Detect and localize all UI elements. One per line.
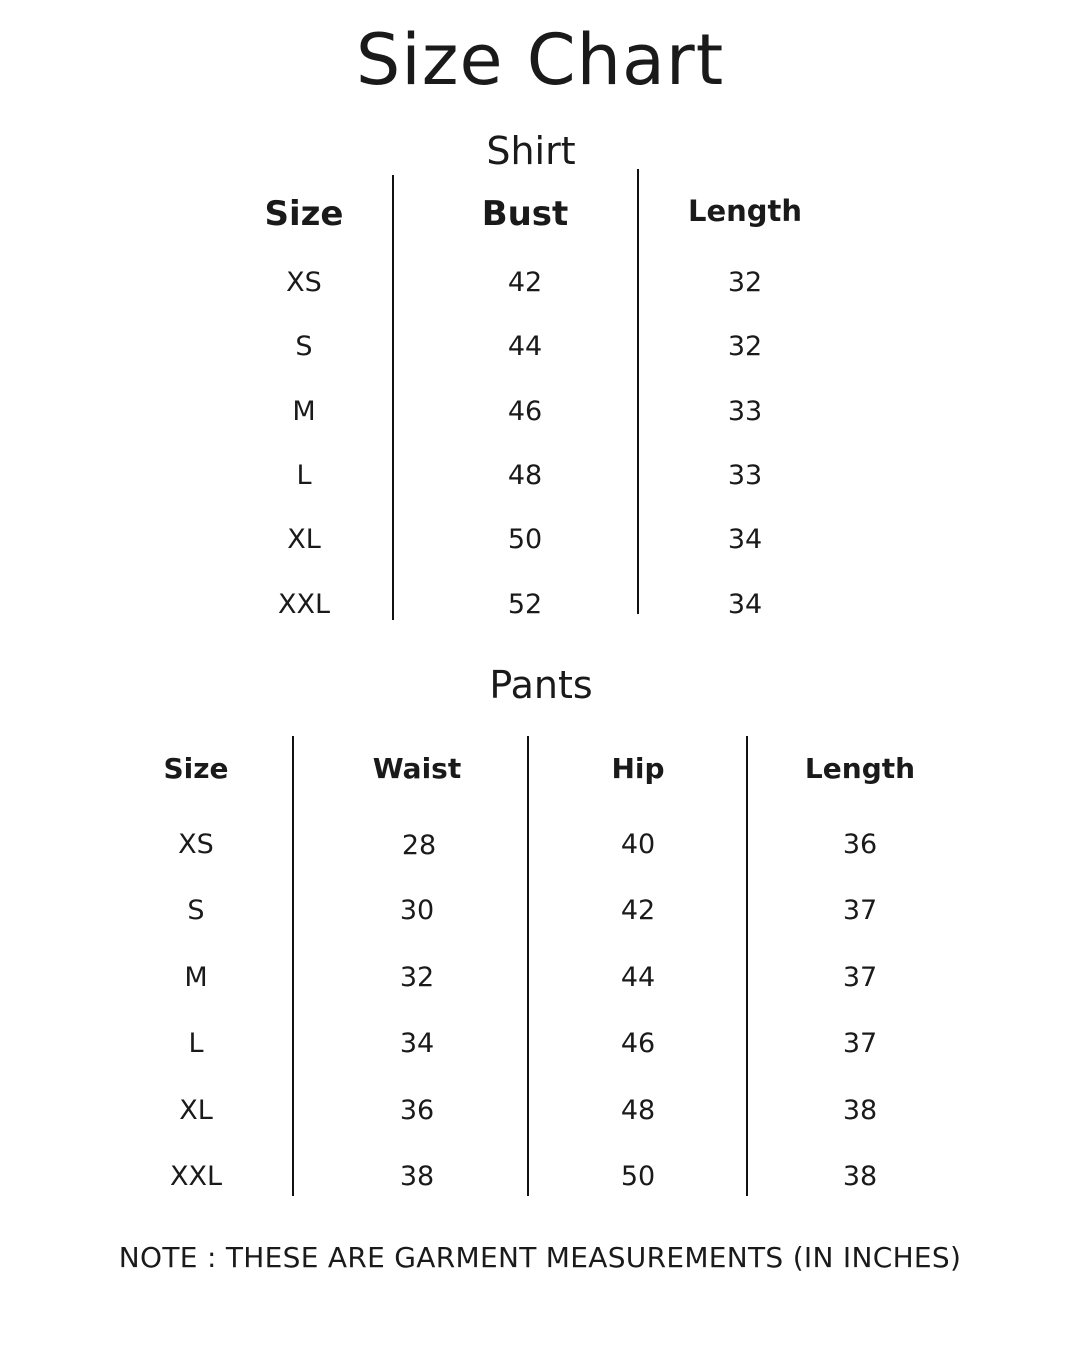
pants-cell-waist: 30 [399,895,435,926]
pants-cell-waist: 34 [399,1028,435,1059]
shirt-header-size: Size [264,194,344,234]
pants-divider-2 [527,736,529,1196]
shirt-cell-length: 32 [727,331,763,362]
pants-cell-length: 37 [842,1028,878,1059]
shirt-cell-length: 32 [727,267,763,298]
shirt-cell-length: 33 [727,396,763,427]
pants-cell-size: S [187,895,205,926]
pants-cell-size: M [184,962,208,993]
pants-cell-hip: 42 [620,895,656,926]
pants-cell-length: 37 [842,895,878,926]
pants-cell-hip: 50 [620,1161,656,1192]
pants-header-hip: Hip [611,752,665,785]
page-title: Size Chart [355,19,725,101]
pants-cell-size: XS [178,829,214,860]
pants-cell-hip: 40 [620,829,656,860]
pants-cell-size: XL [179,1095,213,1126]
shirt-cell-length: 33 [727,460,763,491]
shirt-cell-size: XS [286,267,322,298]
pants-section-title: Pants [489,663,593,707]
shirt-header-bust: Bust [481,194,569,234]
pants-cell-hip: 48 [620,1095,656,1126]
shirt-cell-bust: 50 [507,524,543,555]
measurement-note: NOTE : THESE ARE GARMENT MEASUREMENTS (IN INCHES) [118,1241,962,1274]
pants-cell-length: 38 [842,1161,878,1192]
pants-cell-hip: 44 [620,962,656,993]
pants-cell-length: 38 [842,1095,878,1126]
pants-cell-waist: 36 [399,1095,435,1126]
shirt-header-length: Length [687,194,803,228]
pants-cell-size: XXL [169,1161,223,1192]
shirt-section-title: Shirt [486,129,576,173]
shirt-cell-length: 34 [727,589,763,620]
pants-cell-waist: 32 [399,962,435,993]
pants-header-waist: Waist [372,752,462,785]
pants-cell-length: 36 [842,829,878,860]
shirt-cell-size: XL [287,524,321,555]
pants-cell-size: L [188,1028,204,1059]
shirt-cell-size: XXL [277,589,331,620]
pants-cell-length: 37 [842,962,878,993]
shirt-cell-size: L [296,460,312,491]
pants-header-size: Size [163,752,229,785]
shirt-cell-size: M [292,396,316,427]
shirt-cell-size: S [295,331,313,362]
pants-cell-waist: 38 [399,1161,435,1192]
pants-cell-waist: 28 [401,830,437,861]
shirt-cell-bust: 42 [507,267,543,298]
shirt-cell-length: 34 [727,524,763,555]
shirt-cell-bust: 44 [507,331,543,362]
pants-cell-hip: 46 [620,1028,656,1059]
shirt-cell-bust: 52 [507,589,543,620]
shirt-cell-bust: 48 [507,460,543,491]
pants-divider-3 [746,736,748,1196]
pants-header-length: Length [804,752,916,785]
shirt-cell-bust: 46 [507,396,543,427]
shirt-divider-2 [637,169,639,614]
